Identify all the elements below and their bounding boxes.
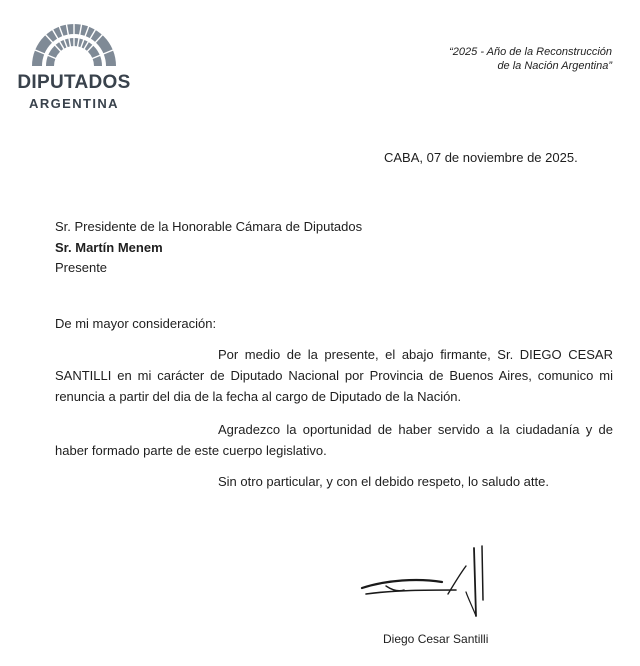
recipient-title: Sr. Presidente de la Honorable Cámara de Diputados	[55, 219, 363, 234]
letter-date: CABA, 07 de noviembre de 2025.	[384, 150, 578, 165]
year-motto	[449, 45, 612, 73]
logo-title: DIPUTADOS	[17, 72, 131, 93]
body-paragraph-2: Agradezco la oportunidad de haber servido a la ciudadanía y de haber formado parte de este cuerpo legislativo.	[55, 422, 613, 458]
salutation: De mi mayor consideración:	[55, 316, 217, 331]
motto-line-2: de la Nación Argentina”	[497, 60, 612, 72]
handwritten-signature	[356, 544, 506, 624]
recipient-name: Sr. Martín Menem	[55, 240, 163, 255]
body-paragraph-1: Por medio de la presente, el abajo firmante, Sr. DIEGO CESAR SANTILLI en mi carácter de Diputado Nacional por Provincia de Buenos Aires, comunico mi renuncia a partir del dia de la fecha al cargo de Diputado de la Nación.	[55, 347, 613, 404]
signer-name: Diego Cesar Santilli	[383, 632, 489, 646]
chamber-emblem-icon	[28, 10, 120, 70]
diputados-logo	[14, 10, 134, 110]
closing-line: Sin otro particular, y con el debido respeto, lo saludo atte.	[218, 474, 549, 489]
logo-subtitle: ARGENTINA	[29, 96, 119, 111]
motto-line-1: “2025 - Año de la Reconstrucción	[449, 46, 612, 58]
recipient-presente: Presente	[55, 260, 108, 275]
